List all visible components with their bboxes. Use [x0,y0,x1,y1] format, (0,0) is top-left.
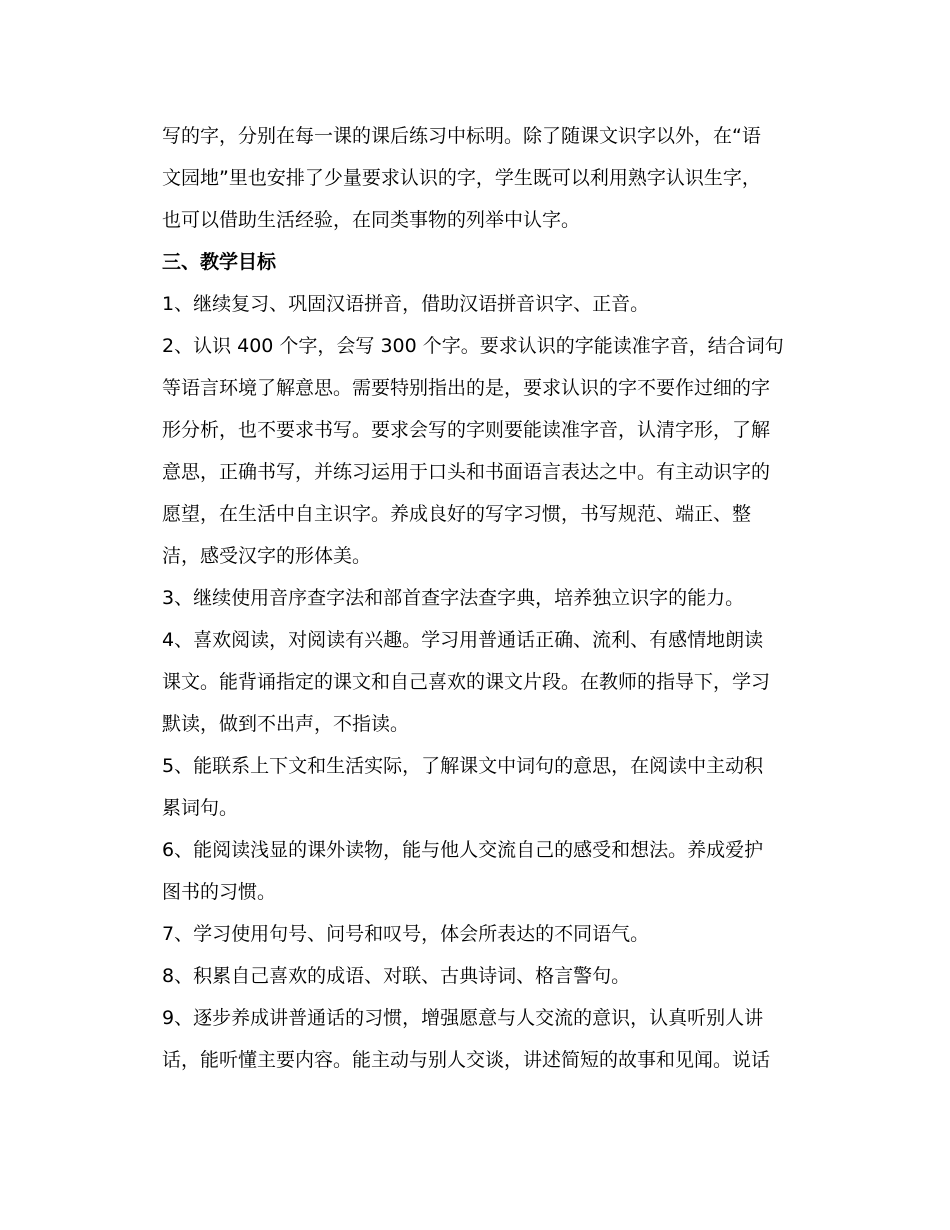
heading-text: 三、教学目标 [162,251,277,273]
text-line: 意思，正确书写，并练习运用于口头和书面语言表达之中。有主动识字的 [162,461,771,483]
text-line: 1、继续复习、巩固汉语拼音，借助汉语拼音识字、正音。 [162,293,650,315]
text-line: 形分析，也不要求书写。要求会写的字则要能读准字音，认清字形，了解 [162,419,771,441]
goal-item-8 [162,955,788,997]
goal-item-9 [162,997,788,1081]
text-line: 7、学习使用句号、问号和叹号，体会所表达的不同语气。 [162,923,650,945]
goal-item-4 [162,619,788,745]
text-line: 文园地”里也安排了少量要求认识的字，学生既可以利用熟字认识生字， [162,167,761,189]
text-line: 图书的习惯。 [162,881,277,903]
text-line: 累词句。 [162,797,239,819]
goal-item-1 [162,283,788,325]
text-line: 课文。能背诵指定的课文和自己喜欢的课文片段。在教师的指导下，学习 [162,671,771,693]
text-line: 默读，做到不出声，不指读。 [162,713,410,735]
text-line: 5、能联系上下文和生活实际，了解课文中词句的意思，在阅读中主动积 [162,755,764,777]
text-line: 等语言环境了解意思。需要特别指出的是，要求认识的字不要作过细的字 [162,377,771,399]
goal-item-5 [162,745,788,829]
document-page [162,115,788,1081]
goal-item-7 [162,913,788,955]
text-line: 话，能听懂主要内容。能主动与别人交谈，讲述简短的故事和见闻。说话 [162,1049,771,1071]
text-line: 2、认识 400 个字，会写 300 个字。要求认识的字能读准字音，结合词句 [162,335,784,357]
paragraph-intro-continued [162,115,788,241]
text-line: 3、继续使用音序查字法和部首查字法查字典，培养独立识字的能力。 [162,587,745,609]
text-line: 写的字，分别在每一课的课后练习中标明。除了随课文识字以外，在“语 [162,125,761,147]
goal-item-6 [162,829,788,913]
text-line: 8、积累自己喜欢的成语、对联、古典诗词、格言警句。 [162,965,631,987]
goal-item-2 [162,325,788,577]
section-heading [162,241,788,283]
text-line: 6、能阅读浅显的课外读物，能与他人交流自己的感受和想法。养成爱护 [162,839,764,861]
text-line: 4、喜欢阅读，对阅读有兴趣。学习用普通话正确、流利、有感情地朗读 [162,629,764,651]
text-line: 9、逐步养成讲普通话的习惯，增强愿意与人交流的意识，认真听别人讲 [162,1007,764,1029]
text-line: 洁，感受汉字的形体美。 [162,545,372,567]
text-line: 愿望，在生活中自主识字。养成良好的写字习惯，书写规范、端正、整 [162,503,752,525]
goal-item-3 [162,577,788,619]
text-line: 也可以借助生活经验，在同类事物的列举中认字。 [162,209,581,231]
